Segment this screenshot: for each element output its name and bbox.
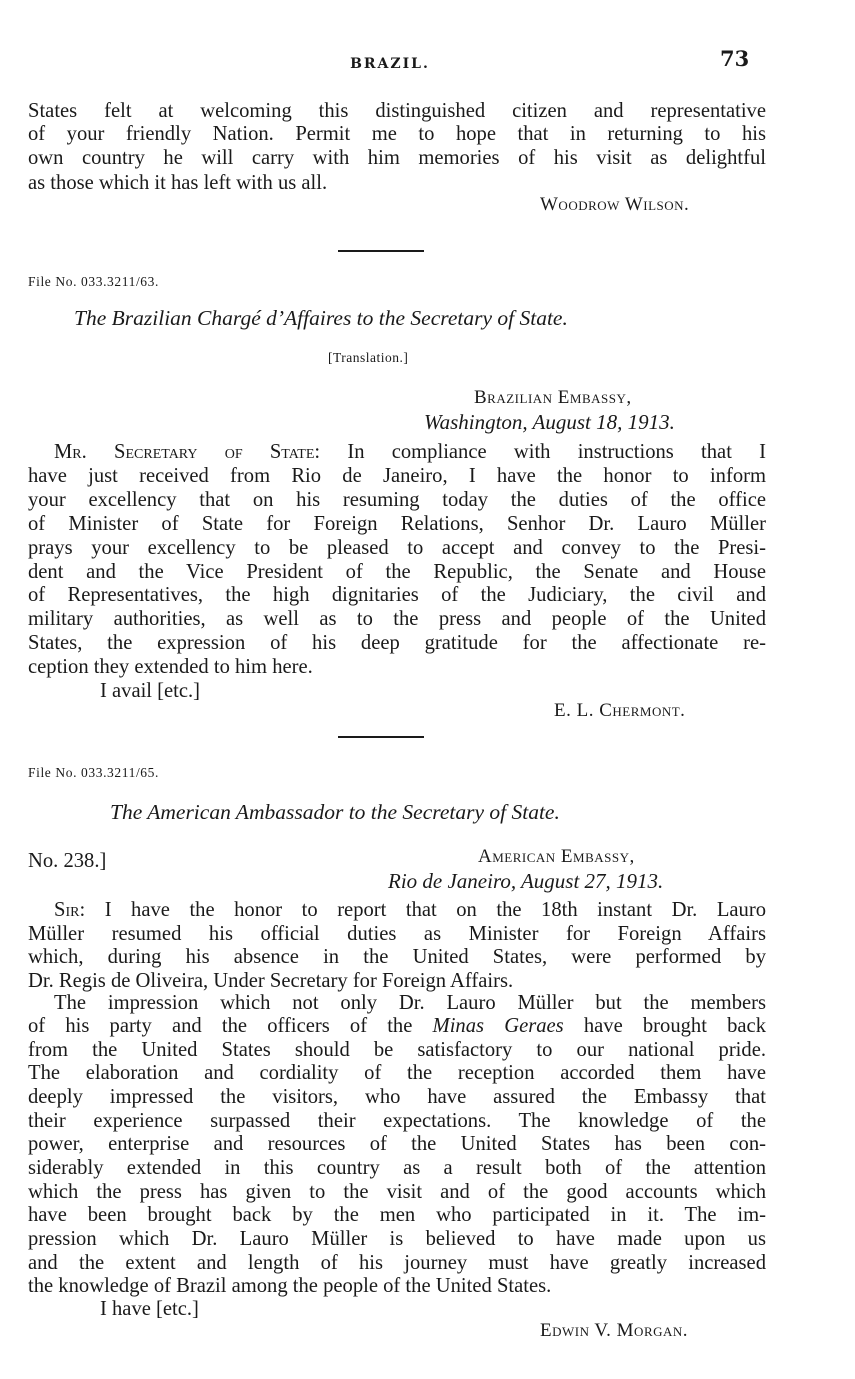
closing-formula: I avail [etc.] (100, 680, 201, 702)
body-line: which, during his absence in the United States, were performed by (28, 946, 766, 968)
body-line: prays your excellency to be pleased to accept and convey to the Presi- (28, 537, 766, 559)
body-line: have just received from Rio de Janeiro, I have the honor to inform (28, 465, 766, 487)
closing-formula: I have [etc.] (100, 1298, 199, 1320)
body-line: siderably extended in this country as a result both of the attention (28, 1157, 766, 1179)
body-line: ception they extended to him here. (28, 656, 313, 678)
body-line: the knowledge of Brazil among the people of the United States. (28, 1275, 552, 1297)
body-line: The elaboration and cordiality of the reception accorded them have (28, 1062, 766, 1084)
salutation: Sir: (54, 899, 86, 921)
body-line: pression which Dr. Lauro Müller is believed to have made upon us (28, 1228, 766, 1250)
body-line: your excellency that on his resuming today the duties of the office (28, 489, 766, 511)
body-line: which the press has given to the visit and of the good accounts which (28, 1181, 766, 1203)
body-line: Mr. Secretary of State: In compliance with instructions that I (54, 441, 766, 463)
signature-chermont: E. L. Chermont. (554, 700, 686, 721)
file-number: File No. 033.3211/63. (28, 274, 159, 289)
body-line: as those which it has left with us all. (28, 172, 328, 194)
letter-date: Rio de Janeiro, August 27, 1913. (388, 869, 664, 893)
body-line: their experience surpassed their expectations. The knowledge of the (28, 1110, 766, 1132)
body-line: The impression which not only Dr. Lauro Müller but the members (54, 992, 766, 1014)
body-line: of his party and the officers of the Minas Geraes have brought back (28, 1015, 766, 1037)
letter-date: Washington, August 18, 1913. (424, 410, 675, 434)
body-line: dent and the Vice President of the Republic, the Senate and House (28, 561, 766, 583)
body-line: own country he will carry with him memories of his visit as delightful (28, 147, 766, 169)
running-head: BRAZIL. (350, 56, 430, 72)
signature-wilson: Woodrow Wilson. (540, 194, 690, 215)
section-divider (338, 250, 424, 252)
body-line: States felt at welcoming this distinguished citizen and representative (28, 100, 766, 122)
body-line: have been brought back by the men who participated in it. The im- (28, 1204, 766, 1226)
ship-name: Minas Geraes (432, 1015, 564, 1037)
body-line: military authorities, as well as to the press and people of the United (28, 608, 766, 630)
body-line: Dr. Regis de Oliveira, Under Secretary for Foreign Affairs. (28, 970, 514, 992)
body-line: deeply impressed the visitors, who have assured the Embassy that (28, 1086, 766, 1108)
body-line: power, enterprise and resources of the United States has been con- (28, 1133, 766, 1155)
body-line: Müller resumed his official duties as Minister for Foreign Affairs (28, 923, 766, 945)
document-title: The Brazilian Chargé d’Affaires to the Secretary of State. (74, 306, 568, 330)
salutation: Mr. Secretary of State: (54, 441, 321, 463)
translation-note: [Translation.] (328, 350, 409, 365)
body-line: of Minister of State for Foreign Relations, Senhor Dr. Lauro Müller (28, 513, 766, 535)
embassy-heading: Brazilian Embassy, (474, 387, 632, 408)
embassy-heading: American Embassy, (478, 846, 635, 867)
body-line: Sir: I have the honor to report that on the 18th instant Dr. Lauro (54, 899, 766, 921)
page-number: 73 (720, 46, 750, 71)
body-line: States, the expression of his deep gratitude for the affectionate re- (28, 632, 766, 654)
section-divider (338, 736, 424, 738)
document-title: The American Ambassador to the Secretary of State. (110, 800, 560, 824)
body-line: from the United States should be satisfactory to our national pride. (28, 1039, 766, 1061)
signature-morgan: Edwin V. Morgan. (540, 1320, 689, 1341)
body-line: and the extent and length of his journey must have greatly increased (28, 1252, 766, 1274)
file-number: File No. 033.3211/65. (28, 765, 159, 780)
despatch-number: No. 238.] (28, 850, 107, 872)
body-line: of Representatives, the high dignitaries of the Judiciary, the civil and (28, 584, 766, 606)
body-line: of your friendly Nation. Permit me to hope that in returning to his (28, 123, 766, 145)
